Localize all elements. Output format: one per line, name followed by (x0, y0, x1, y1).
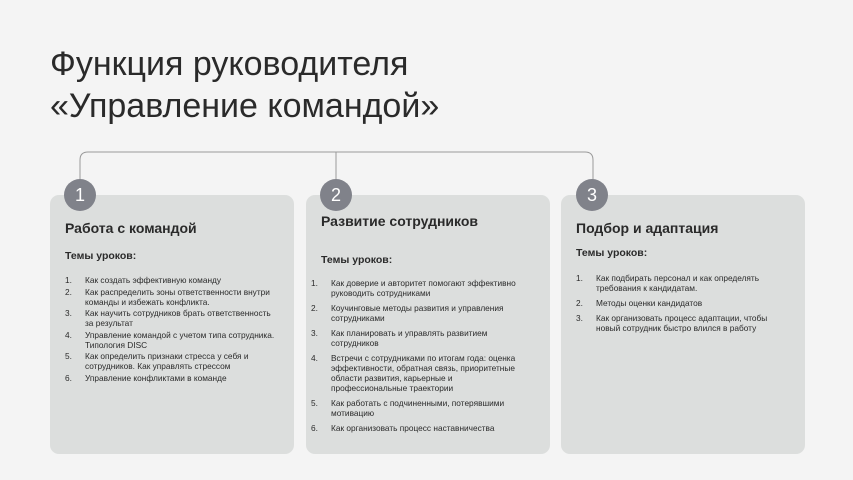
topics-label: Темы уроков: (576, 247, 648, 259)
card-title: Подбор и адаптация (576, 220, 719, 236)
step-badge-3: 3 (576, 179, 608, 211)
list-item: 4. Управление командой с учетом типа сотрудника. Типология DISC (65, 329, 275, 350)
list-item: 1. Как создать эффективную команду (65, 275, 222, 285)
card-employee-development (306, 195, 550, 454)
card-title: Работа с командой (65, 220, 197, 236)
list-item: 3. Как научить сотрудников брать ответственность за результат (65, 308, 271, 328)
list-item: 2. Как распределить зоны ответственности внутри команды и избежать конфликта. (65, 286, 270, 307)
list-item: 6. Управление конфликтами в команде (65, 372, 227, 383)
list-item: 5. Как определить признаки стресса у себя и сотрудников. Как управлять стрессом (65, 351, 249, 371)
list-item: 1. Как доверие и авторитет помогают эффективно руководить сотрудниками (311, 278, 516, 298)
topics-list (311, 278, 530, 438)
list-item: 6. Как организовать процесс наставничества (311, 423, 495, 433)
list-item: 2. Коучинговые методы развития и управления сотрудниками (311, 303, 504, 323)
topics-list (576, 273, 791, 338)
card-title: Развитие сотрудников (321, 213, 479, 229)
list-item: 5. Как работать с подчиненными, потерявшими мотивацию (311, 398, 505, 418)
card-team-work (50, 195, 294, 454)
topics-label: Темы уроков: (321, 254, 393, 266)
slide-title-line-2: «Управление командой» (50, 87, 440, 125)
step-badge-2: 2 (320, 179, 352, 211)
topics-label: Темы уроков: (65, 250, 137, 262)
list-item: 1. Как подбирать персонал и как определять требования к кандидатам. (576, 273, 760, 293)
card-recruitment-adaptation (561, 195, 805, 454)
list-item: 2. Методы оценки кандидатов (576, 298, 703, 308)
step-badge-1: 1 (64, 179, 96, 211)
slide-title-line-1: Функция руководителя (50, 45, 409, 83)
topics-list (65, 275, 280, 384)
list-item: 3. Как планировать и управлять развитием сотрудников (311, 328, 488, 348)
list-item: 3. Как организовать процесс адаптации, чтобы новый сотрудник быстро влился в работу (576, 313, 768, 333)
list-item: 4. Встречи с сотрудниками по итогам года: оценка эффективности, обратная связь, приоритетные области развития, карьерные и профессиональные траектории (311, 353, 516, 393)
